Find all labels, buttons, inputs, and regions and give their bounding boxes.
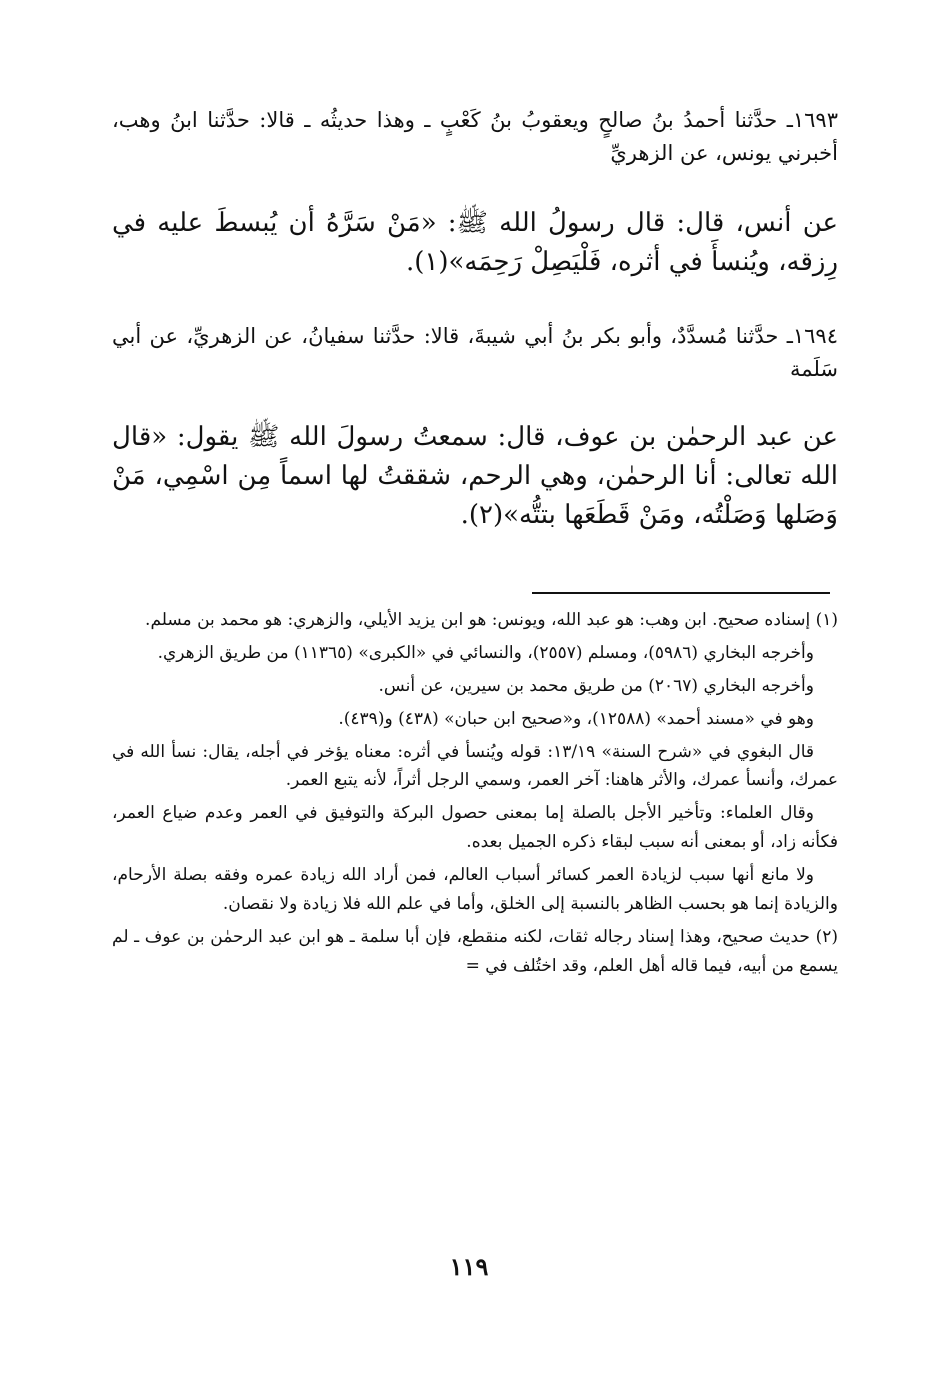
footnote-1-para-6: وقال العلماء: وتأخير الأجل بالصلة إما بمعنى حصول البركة والتوفيق في العمر وعدم ضياع العمر، فكأنه زاد، أو بمعنى أنه سبب لبقاء ذكره الجميل بعده. bbox=[112, 803, 838, 853]
footnote-2-para-1: (٢) حديث صحيح، وهذا إسناد رجاله ثقات، لكنه منقطع، فإن أبا سلمة ـ هو ابن عبد الرحمٰن بن عوف ـ لم يسمع من أبيه، فيما قاله أهل العلم، وقد اختُلف في = bbox=[112, 926, 838, 976]
footnote-separator bbox=[532, 592, 830, 594]
footnote-1-para-2: وأخرجه البخاري (٥٩٨٦)، ومسلم (٢٥٥٧)، والنسائي في «الكبرى» (١١٣٦٥) من طريق الزهري. bbox=[157, 642, 814, 663]
hadith-1693-matn: عن أنس، قال: قال رسولُ الله ﷺ: «مَنْ سَرَّهُ أن يُبسطَ عليه في رِزقه، ويُنسأَ في أثره، فَلْيَصِلْ رَحِمَه»(١). bbox=[112, 208, 838, 277]
footnote-1-para-7: ولا مانع أنها سبب لزيادة العمر كسائر أسباب العالم، فمن أراد الله زيادة عمره وفقه بصلة الأرحام، والزيادة إنما هو بحسب الظاهر بالنسبة إلى الخلق، وأما في علم الله فلا زيادة ولا نقصان. bbox=[112, 865, 838, 915]
footnote-1-para-4: وهو في «مسند أحمد» (١٢٥٨٨)، و«صحيح ابن حبان» (٤٣٨) و(٤٣٩). bbox=[338, 708, 814, 729]
footnotes bbox=[112, 606, 838, 981]
page-number: ١١٩ bbox=[449, 1252, 489, 1281]
hadith-1694-matn: عن عبد الرحمٰن بن عوف، قال: سمعتُ رسولَ الله ﷺ يقول: «قال الله تعالى: أنا الرحمٰن، وهي الرحم، شققتُ لها اسماً مِن اسْمِي، مَنْ وَصَلها وَصَلْتُه، ومَنْ قَطَعَها بتتُّه»(٢). bbox=[112, 422, 838, 530]
footnote-1-para-3: وأخرجه البخاري (٢٠٦٧) من طريق محمد بن سيرين، عن أنس. bbox=[378, 675, 814, 696]
hadith-1694-isnad: ١٦٩٤ـ حدَّثنا مُسدَّدٌ، وأبو بكر بنُ أبي شيبةَ، قالا: حدَّثنا سفيانُ، عن الزهريِّ، عن أبي سَلَمة bbox=[112, 324, 838, 381]
hadith-1693-isnad: ١٦٩٣ـ حدَّثنا أحمدُ بنُ صالحٍ ويعقوبُ بنُ كَعْبٍ ـ وهذا حديثُه ـ قالا: حدَّثنا ابنُ وهب، أخبرني يونس، عن الزهريِّ bbox=[112, 108, 838, 165]
footnote-1-para-5: قال البغوي في «شرح السنة» ١٣/١٩: قوله ويُنسأ في أثره: معناه يؤخر في أجله، يقال: نسأ الله في عمرك، وأنسأ عمرك، والأثر هاهنا: آخر العمر، وسمي الرجل أثراً، لأنه يتبع العمر. bbox=[112, 741, 838, 791]
footnote-1-para-1: (١) إسناده صحيح. ابن وهب: هو عبد الله، ويونس: هو ابن يزيد الأيلي، والزهري: هو محمد بن مسلم. bbox=[145, 610, 838, 630]
